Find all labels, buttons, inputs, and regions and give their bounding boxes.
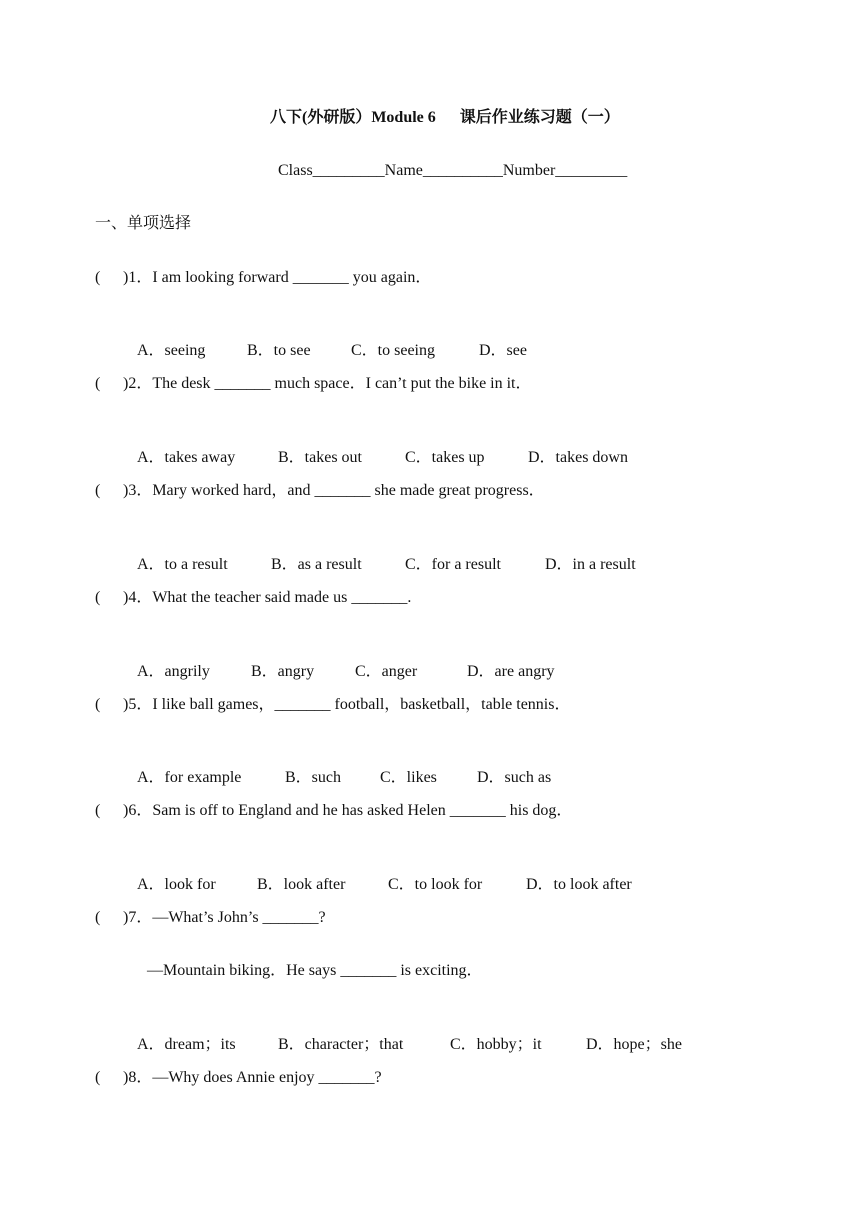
page-title: 八下(外研版）Module 6 课后作业练习题（一） bbox=[270, 109, 620, 126]
question-6-options bbox=[129, 855, 632, 895]
option-d: D．in a result bbox=[545, 556, 636, 573]
student-info-line: Class_________Name__________Number_________ bbox=[278, 162, 628, 179]
question-stem: )3．Mary worked hard，and _______ she made great progress． bbox=[123, 482, 545, 499]
question-1-options bbox=[129, 321, 527, 361]
option-a: A．look for bbox=[137, 876, 216, 893]
question-1 bbox=[95, 268, 431, 288]
question-4 bbox=[95, 588, 411, 608]
answer-paren: ( bbox=[95, 482, 101, 499]
answer-paren: ( bbox=[95, 1069, 101, 1086]
option-b: B．such bbox=[285, 769, 342, 786]
option-a: A．for example bbox=[137, 769, 242, 786]
option-b: B．as a result bbox=[271, 556, 362, 573]
answer-paren: ( bbox=[95, 375, 101, 392]
question-3 bbox=[95, 481, 545, 501]
option-c: C．hobby；it bbox=[450, 1036, 542, 1053]
question-7 bbox=[95, 908, 326, 928]
option-b: B．to see bbox=[247, 342, 311, 359]
option-b: B．character；that bbox=[278, 1036, 404, 1053]
question-7-options bbox=[129, 1015, 682, 1055]
option-c: C．likes bbox=[380, 769, 437, 786]
option-c: C．to look for bbox=[388, 876, 483, 893]
question-stem: )1．I am looking forward _______ you again． bbox=[123, 269, 432, 286]
option-c: C．for a result bbox=[405, 556, 501, 573]
option-a: A．seeing bbox=[137, 342, 206, 359]
question-stem: )4．What the teacher said made us _______. bbox=[123, 589, 412, 606]
option-b: B．look after bbox=[257, 876, 346, 893]
question-stem: )6．Sam is off to England and he has asked Helen _______ his dog． bbox=[123, 802, 573, 819]
option-a: A．to a result bbox=[137, 556, 228, 573]
section-title: 一、单项选择 bbox=[95, 215, 192, 232]
option-c: C．anger bbox=[355, 663, 418, 680]
option-d: D．see bbox=[479, 342, 527, 359]
question-stem: )2．The desk _______ much space．I can’t put the bike in it． bbox=[123, 375, 532, 392]
question-2-options bbox=[129, 428, 628, 468]
answer-paren: ( bbox=[95, 909, 101, 926]
option-d: D．takes down bbox=[528, 449, 628, 466]
option-d: D．hope；she bbox=[586, 1036, 682, 1053]
question-stem: )8．—Why does Annie enjoy _______? bbox=[123, 1069, 382, 1086]
question-5 bbox=[95, 695, 570, 715]
option-d: D．such as bbox=[477, 769, 552, 786]
option-d: D．to look after bbox=[526, 876, 632, 893]
question-stem: )5．I like ball games，_______ football，basketball，table tennis． bbox=[123, 696, 571, 713]
answer-paren: ( bbox=[95, 802, 101, 819]
option-a: A．dream；its bbox=[137, 1036, 236, 1053]
option-a: A．takes away bbox=[137, 449, 236, 466]
option-b: B．takes out bbox=[278, 449, 362, 466]
question-5-options bbox=[129, 748, 551, 788]
answer-paren: ( bbox=[95, 696, 101, 713]
option-d: D．are angry bbox=[467, 663, 555, 680]
question-6 bbox=[95, 801, 572, 821]
question-stem: )7．—What’s John’s _______? bbox=[123, 909, 326, 926]
question-2 bbox=[95, 374, 532, 394]
option-c: C．to seeing bbox=[351, 342, 435, 359]
option-a: A．angrily bbox=[137, 663, 210, 680]
question-3-options bbox=[129, 535, 636, 575]
question-4-options bbox=[129, 642, 555, 682]
option-b: B．angry bbox=[251, 663, 315, 680]
question-7-response: —Mountain biking．He says _______ is exciting． bbox=[147, 962, 483, 979]
question-8 bbox=[95, 1068, 382, 1088]
option-c: C．takes up bbox=[405, 449, 485, 466]
answer-paren: ( bbox=[95, 269, 101, 286]
answer-paren: ( bbox=[95, 589, 101, 606]
